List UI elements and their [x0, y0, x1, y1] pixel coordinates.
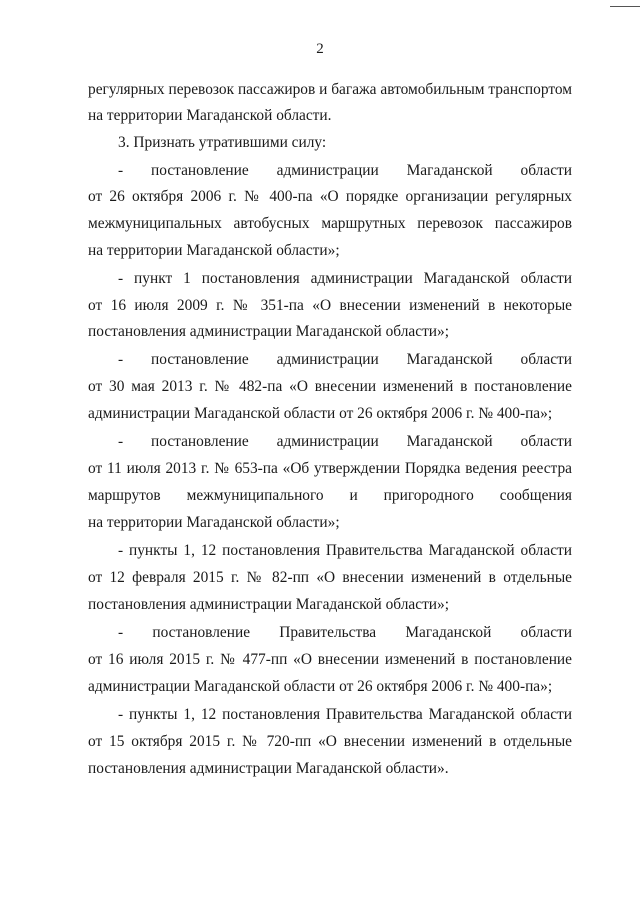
text-line: - постановление Правительства Магаданской области: [118, 624, 572, 641]
text-line: регулярных перевозок пассажиров и багажа автомобильным транспортом: [88, 81, 572, 98]
text-line: от 26 октября 2006 г. № 400-па «О порядке организации регулярных: [88, 188, 572, 205]
text-line: от 12 февраля 2015 г. № 82-пп «О внесении изменений в отдельные: [88, 569, 572, 586]
text-line: от 15 октября 2015 г. № 720-пп «О внесении изменений в отдельные: [88, 733, 572, 750]
text-line: на территории Магаданской области.: [88, 107, 332, 124]
text-line: от 30 мая 2013 г. № 482-па «О внесении изменений в постановление: [88, 378, 572, 395]
corner-scan-mark: [610, 6, 640, 7]
text-line: администрации Магаданской области от 26 октября 2006 г. № 400-па»;: [88, 405, 553, 422]
text-line: от 16 июля 2015 г. № 477-пп «О внесении изменений в постановление: [88, 651, 572, 668]
text-line: - пункт 1 постановления администрации Магаданской области: [118, 270, 572, 287]
page-number: 2: [316, 41, 324, 57]
text-line: - пункты 1, 12 постановления Правительства Магаданской области: [118, 706, 572, 723]
text-line: постановления администрации Магаданской области»;: [88, 323, 450, 340]
text-line: постановления администрации Магаданской области».: [88, 760, 449, 777]
text-line: - пункты 1, 12 постановления Правительства Магаданской области: [118, 542, 572, 559]
text-line: от 11 июля 2013 г. № 653-па «Об утверждении Порядка ведения реестра: [88, 460, 572, 477]
text-line: - постановление администрации Магаданской области: [118, 162, 572, 179]
text-line: от 16 июля 2009 г. № 351-па «О внесении изменений в некоторые: [88, 297, 572, 314]
text-line: на территории Магаданской области»;: [88, 514, 340, 531]
text-line: - постановление администрации Магаданской области: [118, 433, 572, 450]
text-line: постановления администрации Магаданской области»;: [88, 596, 450, 613]
text-line: межмуниципальных автобусных маршрутных перевозок пассажиров: [88, 215, 572, 232]
text-line: маршрутов межмуниципального и пригородного сообщения: [88, 487, 572, 504]
text-line: 3. Признать утратившими силу:: [118, 134, 327, 151]
text-line: на территории Магаданской области»;: [88, 242, 340, 259]
text-line: администрации Магаданской области от 26 октября 2006 г. № 400-па»;: [88, 678, 553, 695]
text-line: - постановление администрации Магаданской области: [118, 351, 572, 368]
